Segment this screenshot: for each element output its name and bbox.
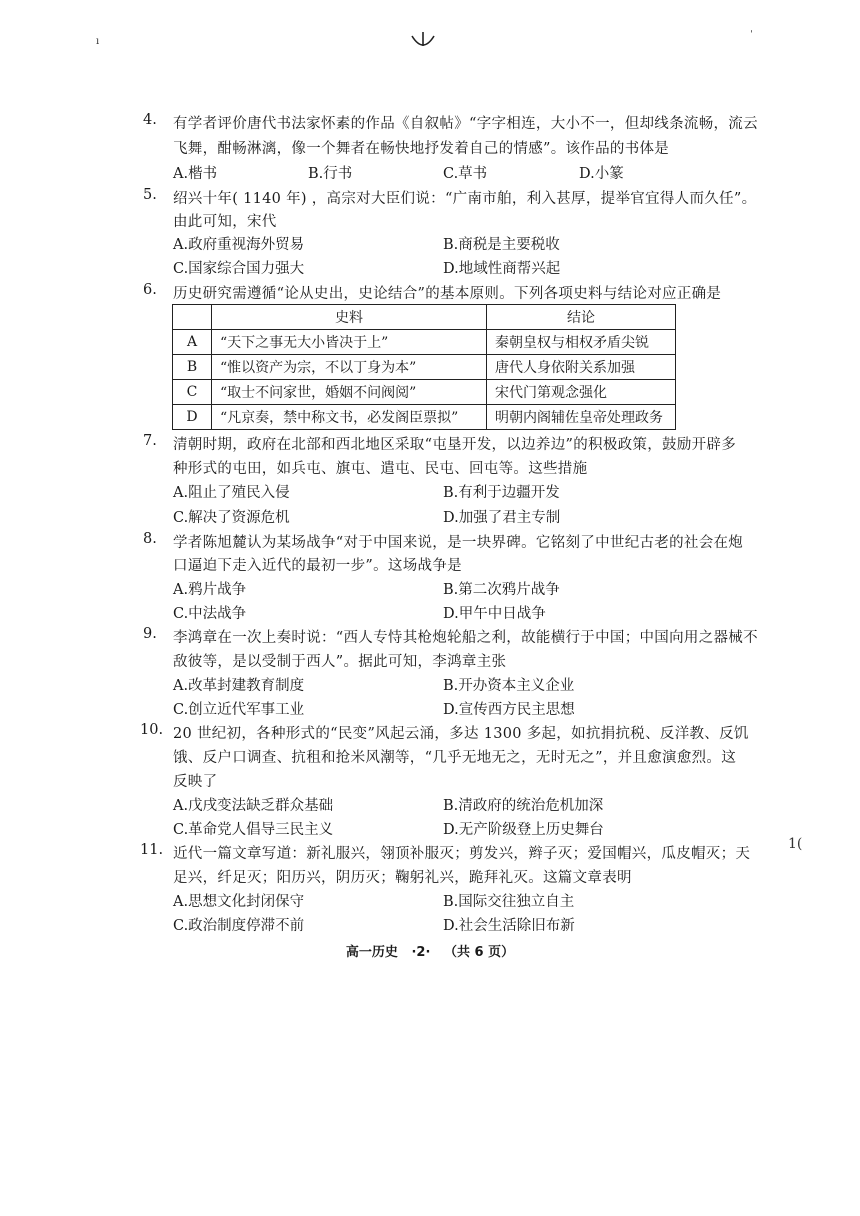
question-8-option-c[interactable]: C.中法战争 bbox=[173, 606, 247, 622]
question-7-option-c[interactable]: C.解决了资源危机 bbox=[173, 510, 290, 526]
question-10-line-3: 反映了 bbox=[173, 774, 218, 790]
question-8-line-1: 学者陈旭麓认为某场战争“对于中国来说，是一块界碑。它铭刻了中世纪古老的社会在炮 bbox=[173, 535, 744, 551]
question-7-option-a[interactable]: A.阻止了殖民入侵 bbox=[173, 485, 290, 501]
cropped-edge-text: 1( bbox=[788, 836, 803, 852]
question-9-line-2: 敌彼等，是以受制于西人”。据此可知，李鸿章主张 bbox=[173, 654, 507, 670]
question-5-line-2: 由此可知，宋代 bbox=[173, 214, 277, 230]
question-10-option-d[interactable]: D.无产阶级登上历史舞台 bbox=[443, 822, 604, 838]
question-9-option-c[interactable]: C.创立近代军事工业 bbox=[173, 702, 305, 718]
question-4-option-a[interactable]: A.楷书 bbox=[173, 166, 218, 182]
question-8-option-d[interactable]: D.甲午中日战争 bbox=[443, 606, 546, 622]
question-7-option-b[interactable]: B.有利于边疆开发 bbox=[443, 485, 560, 501]
question-5-option-c[interactable]: C.国家综合国力强大 bbox=[173, 261, 305, 277]
question-8-line-2: 口逼迫下走入近代的最初一步”。这场战争是 bbox=[173, 558, 462, 574]
question-10-line-2: 饿、反户口调查、抗租和抢米风潮等，“几乎无地无之，无时无之”，并且愈演愈烈。这 bbox=[173, 750, 737, 766]
table-row bbox=[173, 355, 676, 380]
question-5-line-1: 绍兴十年( 1140 年) ，高宗对大臣们说：“广南市舶，利入甚厚，提举官宜得人而久任”。 bbox=[173, 191, 757, 207]
question-7-option-d[interactable]: D.加强了君主专制 bbox=[443, 510, 561, 526]
question-5-option-a[interactable]: A.政府重视海外贸易 bbox=[173, 237, 305, 253]
table-header-conclusion: 结论 bbox=[487, 305, 676, 330]
row-source: “惟以资产为宗，不以丁身为本” bbox=[212, 355, 487, 380]
question-8-option-a[interactable]: A.鸦片战争 bbox=[173, 582, 247, 598]
question-number: 11. bbox=[140, 842, 164, 858]
row-source: “凡京奏，禁中称文书，必发阁臣票拟” bbox=[212, 405, 487, 430]
question-10-option-a[interactable]: A.戊戌变法缺乏群众基础 bbox=[173, 798, 334, 814]
question-11-line-2: 足兴，纤足灭；阳历兴，阴历灭；鞠躬礼兴，跪拜礼灭。这篇文章表明 bbox=[173, 870, 632, 886]
question-4-option-d[interactable]: D.小篆 bbox=[579, 166, 624, 182]
question-9-option-a[interactable]: A.改革封建教育制度 bbox=[173, 678, 305, 694]
question-9-line-1: 李鸿章在一次上奏时说：“西人专恃其枪炮轮船之利，故能横行于中国；中国向用之器械不 bbox=[173, 630, 758, 646]
question-11-option-c[interactable]: C.政治制度停滞不前 bbox=[173, 918, 305, 934]
binding-hole-mark bbox=[410, 30, 436, 56]
row-key: C bbox=[173, 380, 212, 405]
question-10-option-b[interactable]: B.清政府的统治危机加深 bbox=[443, 798, 604, 814]
question-4-line-1: 有学者评价唐代书法家怀素的作品《自叙帖》“字字相连，大小不一，但却线条流畅，流云 bbox=[173, 116, 758, 132]
row-conclusion: 秦朝皇权与相权矛盾尖锐 bbox=[487, 330, 676, 355]
table-row bbox=[173, 330, 676, 355]
page-footer: 高一历史 ·2· （共 6 页） bbox=[345, 945, 515, 960]
question-5-option-d[interactable]: D.地域性商帮兴起 bbox=[443, 261, 561, 277]
scan-mark-right: ˈ bbox=[750, 30, 753, 41]
question-9-option-d[interactable]: D.宣传西方民主思想 bbox=[443, 702, 575, 718]
table-header-row bbox=[173, 305, 676, 330]
question-11-option-b[interactable]: B.国际交往独立自主 bbox=[443, 894, 575, 910]
question-11-option-d[interactable]: D.社会生活除旧布新 bbox=[443, 918, 575, 934]
question-number: 7. bbox=[143, 433, 157, 449]
question-number: 6. bbox=[143, 282, 157, 298]
question-4-option-c[interactable]: C.草书 bbox=[443, 166, 488, 182]
question-number: 9. bbox=[143, 626, 157, 642]
table-header-source: 史料 bbox=[212, 305, 487, 330]
table-row bbox=[173, 405, 676, 430]
question-6-line-1: 历史研究需遵循“论从史出，史论结合”的基本原则。下列各项史料与结论对应正确是 bbox=[173, 286, 722, 302]
table-row bbox=[173, 380, 676, 405]
question-number: 10. bbox=[140, 722, 164, 738]
question-7-line-1: 清朝时期，政府在北部和西北地区采取“屯垦开发，以边养边”的积极政策，鼓励开辟多 bbox=[173, 437, 737, 453]
row-conclusion: 明朝内阁辅佐皇帝处理政务 bbox=[487, 405, 676, 430]
row-conclusion: 唐代人身依附关系加强 bbox=[487, 355, 676, 380]
table-header-blank bbox=[173, 305, 212, 330]
row-key: D bbox=[173, 405, 212, 430]
source-conclusion-table bbox=[172, 304, 676, 430]
question-4-line-2: 飞舞，酣畅淋漓，像一个舞者在畅快地抒发着自己的情感”。该作品的书体是 bbox=[173, 141, 670, 157]
row-source: “天下之事无大小皆决于上” bbox=[212, 330, 487, 355]
question-number: 4. bbox=[143, 112, 157, 128]
scan-mark-left: ı bbox=[96, 36, 100, 47]
question-4-option-b[interactable]: B.行书 bbox=[308, 166, 353, 182]
row-key: A bbox=[173, 330, 212, 355]
row-key: B bbox=[173, 355, 212, 380]
question-10-line-1: 20 世纪初，各种形式的“民变”风起云涌，多达 1300 多起，如抗捐抗税、反洋教、反饥 bbox=[173, 726, 749, 742]
question-11-option-a[interactable]: A.思想文化封闭保守 bbox=[173, 894, 305, 910]
question-10-option-c[interactable]: C.革命党人倡导三民主义 bbox=[173, 822, 334, 838]
question-8-option-b[interactable]: B.第二次鸦片战争 bbox=[443, 582, 560, 598]
question-9-option-b[interactable]: B.开办资本主义企业 bbox=[443, 678, 575, 694]
question-number: 8. bbox=[143, 531, 157, 547]
row-conclusion: 宋代门第观念强化 bbox=[487, 380, 676, 405]
row-source: “取士不问家世，婚姻不问阀阅” bbox=[212, 380, 487, 405]
question-11-line-1: 近代一篇文章写道：新礼服兴，翎顶补服灭；剪发兴，辫子灭；爱国帽兴，瓜皮帽灭；天 bbox=[173, 846, 751, 862]
question-number: 5. bbox=[143, 187, 157, 203]
question-7-line-2: 种形式的屯田，如兵屯、旗屯、遣屯、民屯、回屯等。这些措施 bbox=[173, 461, 588, 477]
question-5-option-b[interactable]: B.商税是主要税收 bbox=[443, 237, 560, 253]
